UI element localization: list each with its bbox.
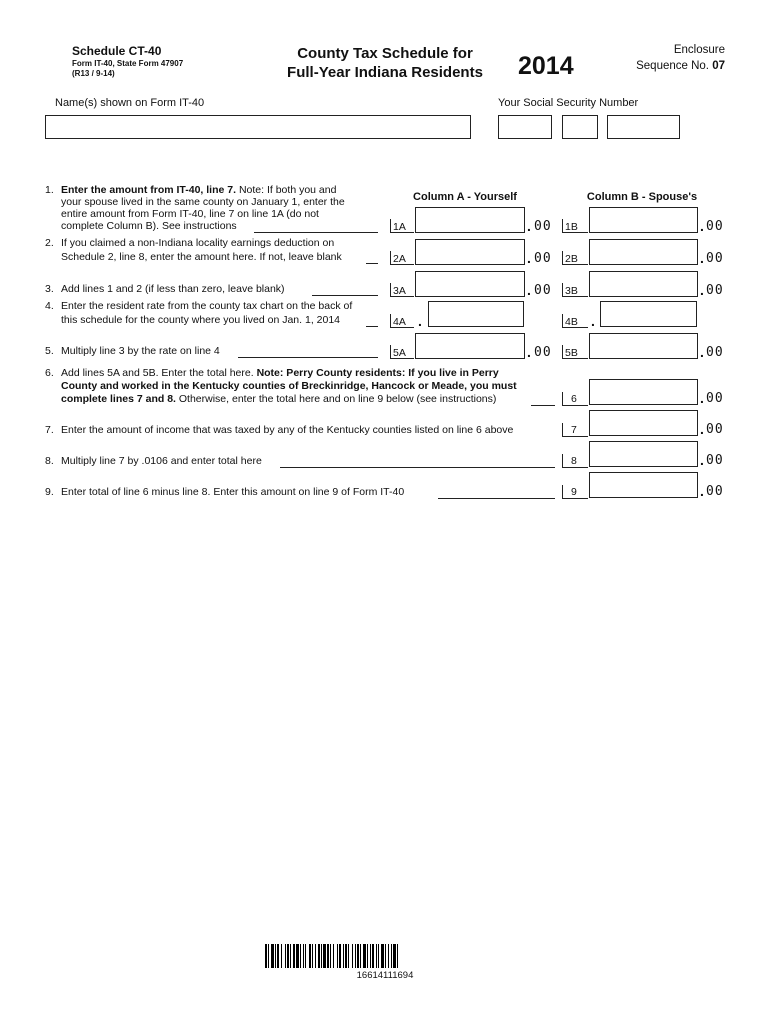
line-9-number: 9. [45, 486, 54, 498]
field-9-label: 9 [571, 486, 577, 498]
line-3b-decimal: . [700, 282, 704, 298]
line-2b-input[interactable] [589, 239, 698, 265]
line-3-text: Add lines 1 and 2 (if less than zero, leave blank) [61, 283, 285, 295]
line-1a-decimal: . [527, 218, 531, 234]
line-2a-input[interactable] [415, 239, 525, 265]
line-4a-decimal: . [418, 313, 422, 329]
column-a-header: Column A - Yourself [413, 191, 517, 203]
line-1b-cents: 00 [706, 219, 724, 234]
line-2a-decimal: . [527, 250, 531, 266]
field-1b-label: 1B [565, 221, 578, 233]
ssn-label: Your Social Security Number [498, 97, 639, 109]
line-6-decimal: . [700, 390, 704, 406]
line-9-leader [438, 498, 555, 499]
line-3a-decimal: . [527, 282, 531, 298]
line-6-bold-3: complete lines 7 and 8. [61, 393, 176, 405]
line-1-note: Note: If both you and [238, 184, 337, 196]
line-1-text-4: complete Column B). See instructions [61, 220, 237, 232]
schedule-title: Schedule CT-40 [72, 44, 162, 58]
line-2-number: 2. [45, 237, 54, 249]
line-2-text-1: If you claimed a non-Indiana locality earnings deduction on [61, 237, 335, 249]
line-1a-input[interactable] [415, 207, 525, 233]
line-1a-cents: 00 [534, 219, 552, 234]
sequence-number [636, 60, 725, 72]
line-7-text: Enter the amount of income that was taxed by any of the Kentucky counties listed on line 6 above [61, 424, 514, 436]
line-1-text-2: your spouse lived in the same county on January 1, enter the [61, 196, 345, 208]
line-8-text: Multiply line 7 by .0106 and enter total here [61, 455, 262, 467]
field-2a-label: 2A [393, 253, 406, 265]
field-8-label: 8 [571, 455, 577, 467]
enclosure-label: Enclosure [673, 44, 725, 56]
ssn-field-part1[interactable] [498, 115, 552, 139]
line-3a-input[interactable] [415, 271, 525, 297]
line-1-bold: Enter the amount from IT-40, line 7. [61, 184, 237, 196]
line-9-cents: 00 [706, 484, 724, 499]
line-5a-decimal: . [527, 344, 531, 360]
line-1-leader [254, 232, 378, 233]
field-2b-label: 2B [565, 253, 578, 265]
line-1b-input[interactable] [589, 207, 698, 233]
line-6-input[interactable] [589, 379, 698, 405]
line-3b-cents: 00 [706, 283, 724, 298]
column-b-header: Column B - Spouse's [586, 191, 698, 203]
line-1-text [61, 184, 381, 196]
line-4b-decimal: . [591, 313, 595, 329]
line-6-note: Note: Perry County residents: If you live in Perry [256, 367, 499, 379]
line-5b-input[interactable] [589, 333, 698, 359]
sequence-value: 07 [712, 60, 725, 72]
line-2b-decimal: . [700, 250, 704, 266]
line-1-number: 1. [45, 184, 54, 196]
main-title-line1: County Tax Schedule for [297, 45, 473, 62]
line-6-cents: 00 [706, 391, 724, 406]
line-9-input[interactable] [589, 472, 698, 498]
field-3b-label: 3B [565, 285, 578, 297]
field-4b-label: 4B [565, 316, 578, 328]
line-5b-decimal: . [700, 344, 704, 360]
line-2-text-2: Schedule 2, line 8, enter the amount here. If not, leave blank [61, 251, 342, 263]
field-5b-label: 5B [565, 347, 578, 359]
field-7-label: 7 [571, 424, 577, 436]
line-8-cents: 00 [706, 453, 724, 468]
line-8-decimal: . [700, 452, 704, 468]
line-2a-cents: 00 [534, 251, 552, 266]
line-4-text-1: Enter the resident rate from the county tax chart on the back of [61, 300, 353, 312]
line-4-leader [366, 326, 378, 327]
ssn-field-part2[interactable] [562, 115, 598, 139]
field-1a-label: 1A [393, 221, 406, 233]
line-5-number: 5. [45, 345, 54, 357]
barcode-image [265, 944, 505, 968]
line-7-input[interactable] [589, 410, 698, 436]
line-7-cents: 00 [706, 422, 724, 437]
line-7-number: 7. [45, 424, 54, 436]
form-revision: (R13 / 9-14) [72, 69, 115, 78]
line-3b-input[interactable] [589, 271, 698, 297]
line-3-leader [312, 295, 378, 296]
line-6-leader [531, 405, 555, 406]
line-8-leader [280, 467, 555, 468]
line-8-number: 8. [45, 455, 54, 467]
names-label: Name(s) shown on Form IT-40 [55, 97, 205, 109]
line-4a-input[interactable] [428, 301, 524, 327]
field-6-label: 6 [571, 393, 577, 405]
main-title-line2: Full-Year Indiana Residents [287, 64, 483, 81]
form-number: Form IT-40, State Form 47907 [72, 59, 184, 68]
line-6-number: 6. [45, 367, 54, 379]
line-9-decimal: . [700, 483, 704, 499]
line-5a-input[interactable] [415, 333, 525, 359]
field-5a-label: 5A [393, 347, 406, 359]
line-6-text-2: County and worked in the Kentucky counties of Breckinridge, Hancock or Meade, you must [61, 380, 517, 392]
line-2-leader [366, 263, 378, 264]
ssn-field-part3[interactable] [607, 115, 680, 139]
line-1b-decimal: . [700, 218, 704, 234]
field-4a-label: 4A [393, 316, 406, 328]
names-field[interactable] [45, 115, 471, 139]
barcode-number: 16614111694 [356, 970, 414, 981]
line-4-number: 4. [45, 300, 54, 312]
line-5b-cents: 00 [706, 345, 724, 360]
line-4-text-2: this schedule for the county where you lived on Jan. 1, 2014 [61, 314, 341, 326]
line-6-instruction: Add lines 5A and 5B. Enter the total here. [61, 367, 257, 379]
line-7-decimal: . [700, 421, 704, 437]
field-3a-label: 3A [393, 285, 406, 297]
line-5-text: Multiply line 3 by the rate on line 4 [61, 345, 220, 357]
line-2b-cents: 00 [706, 251, 724, 266]
tax-year: 2014 [518, 52, 574, 80]
line-6-rest-3: Otherwise, enter the total here and on line 9 below (see instructions) [175, 393, 497, 405]
line-5-leader [238, 357, 378, 358]
line-5a-cents: 00 [534, 345, 552, 360]
line-3-number: 3. [45, 283, 54, 295]
sequence-label: Sequence No. [636, 60, 709, 72]
line-3a-cents: 00 [534, 283, 552, 298]
line-6-text-1 [61, 367, 561, 379]
line-1-text-3: entire amount from Form IT-40, line 7 on line 1A (do not [61, 208, 319, 220]
line-9-text: Enter total of line 6 minus line 8. Enter this amount on line 9 of Form IT-40 [61, 486, 405, 498]
line-6-text-3 [61, 393, 496, 405]
line-8-input[interactable] [589, 441, 698, 467]
line-4b-input[interactable] [600, 301, 697, 327]
